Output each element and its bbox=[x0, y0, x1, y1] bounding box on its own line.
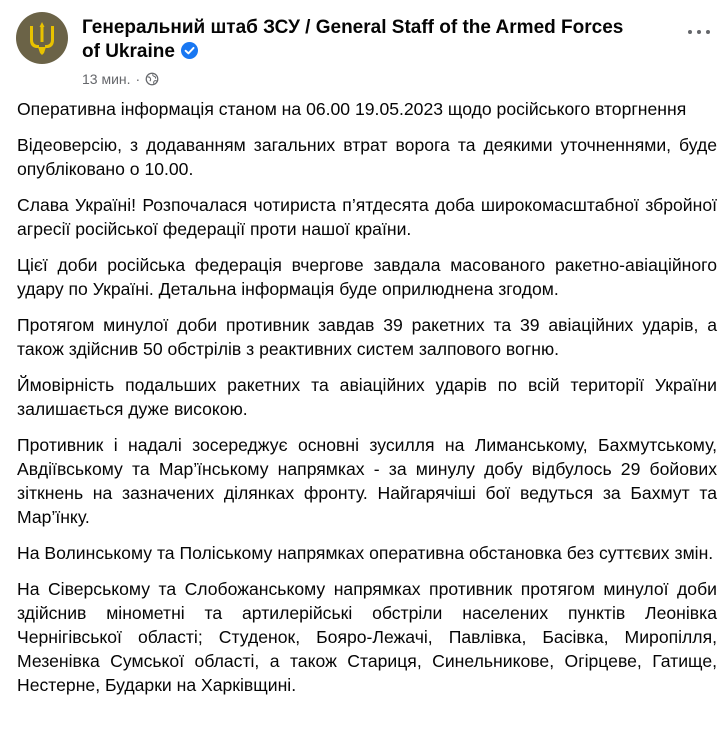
post-header bbox=[16, 12, 714, 92]
post-paragraph: Протягом минулої доби противник завдав 39 ракетних та 39 авіаційних ударів, а також здійснив 50 обстрілів з реактивних систем залпового вогню. bbox=[17, 315, 717, 359]
more-options-icon bbox=[706, 30, 710, 34]
page-avatar[interactable] bbox=[16, 12, 68, 64]
globe-icon[interactable] bbox=[145, 72, 159, 86]
post-paragraph: На Сіверському та Слобожанському напрямках противник протягом минулої доби здійснив мінометні та артилерійські обстріли населених пунктів Леонівка Чернігівської області; Студенок, Бояро-Лежачі, Павлівка, Басівка, Миропілля, Мезенівка Сумської області, а також Стариця, Синельникове, Огірцеве, Гатище, Нестерне, Бударки на Харківщині. bbox=[17, 579, 717, 695]
post-meta bbox=[82, 70, 159, 88]
more-options-icon bbox=[688, 30, 692, 34]
page-name-link[interactable] bbox=[82, 16, 642, 64]
post-paragraph: Відеоверсію, з додаванням загальних втрат ворога та деякими уточненнями, буде опубліковано о 10.00. bbox=[17, 135, 717, 179]
post-body bbox=[17, 97, 717, 709]
meta-separator: · bbox=[135, 71, 141, 87]
post-paragraph: Слава Україні! Розпочалася чотириста п’ятдесята доба широкомасштабної збройної агресії російської федерації проти нашої країни. bbox=[17, 195, 717, 239]
post-paragraph: Оперативна інформація станом на 06.00 19.05.2023 щодо російського вторгнення bbox=[17, 99, 687, 119]
post-timestamp[interactable]: 13 мин. bbox=[82, 71, 131, 87]
more-options-icon bbox=[697, 30, 701, 34]
more-options-button[interactable] bbox=[686, 22, 714, 42]
trident-emblem-icon bbox=[16, 12, 68, 64]
post-paragraph: Противник і надалі зосереджує основні зусилля на Лиманському, Бахмутському, Авдіївському та Мар’їнському напрямках - за минулу добу відбулось 29 бойових зіткнень на зазначених ділянках фронту. Найгарячіші бої ведуться за Бахмут та Мар’їнку. bbox=[17, 435, 717, 527]
page-name-text: Генеральний штаб ЗСУ / General Staff of the Armed Forces of Ukraine bbox=[82, 17, 624, 62]
post-paragraph: На Волинському та Поліському напрямках оперативна обстановка без суттєвих змін. bbox=[17, 543, 714, 563]
post-paragraph: Цієї доби російська федерація вчергове завдала масованого ракетно-авіаційного удару по Україні. Детальна інформація буде оприлюднена згодом. bbox=[17, 255, 717, 299]
post-paragraph: Ймовірність подальших ракетних та авіаційних ударів по всій території України залишається дуже високою. bbox=[17, 375, 717, 419]
verified-badge-icon bbox=[181, 42, 198, 59]
